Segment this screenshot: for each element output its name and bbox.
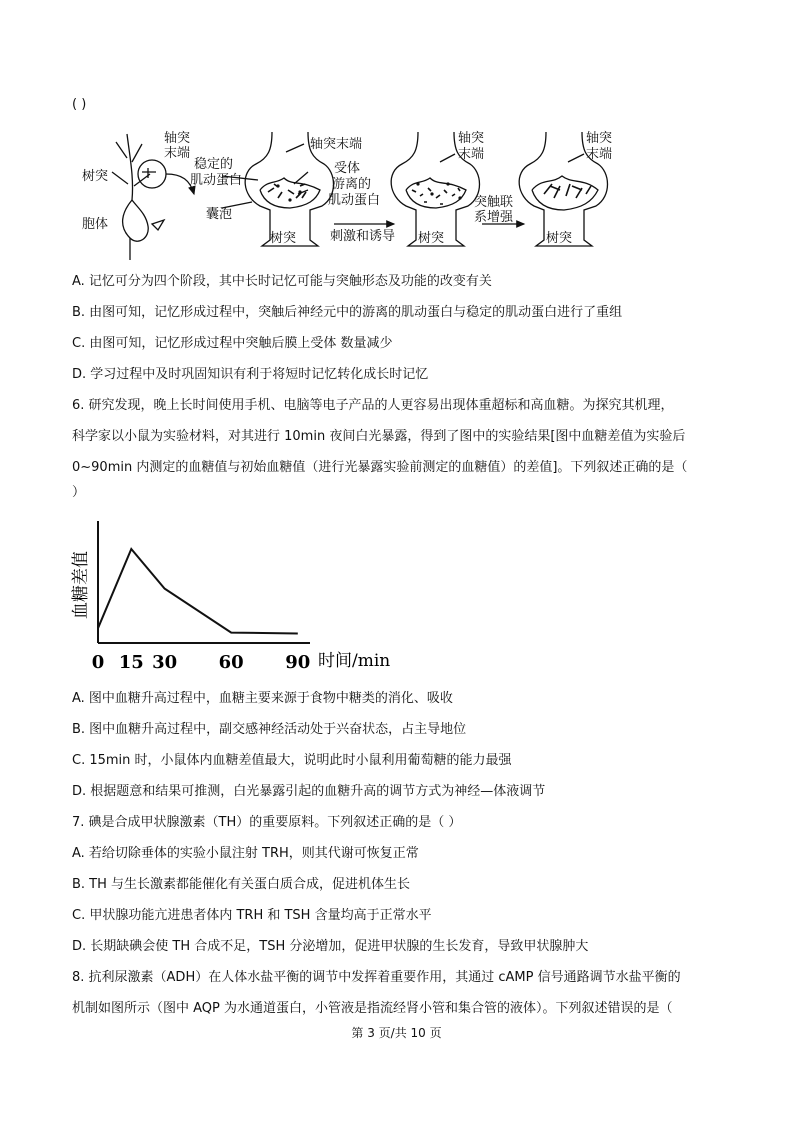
q7-option-c: C. 甲状腺功能亢进患者体内 TRH 和 TSH 含量均高于正常水平	[72, 908, 432, 923]
x-tick-label: 30	[152, 652, 178, 673]
x-axis-label: 时间/min	[318, 651, 391, 671]
q5-option-c: C. 由图可知，记忆形成过程中突触后膜上受体 数量减少	[72, 336, 393, 351]
label-vesicle: 囊泡	[206, 207, 233, 222]
label-axon-end: 末端	[164, 146, 191, 161]
q5-option-d: D. 学习过程中及时巩固知识有利于将短时记忆转化成长时记忆	[72, 367, 429, 382]
label-stable: 稳定的	[194, 157, 234, 172]
blood-glucose-chart	[71, 515, 396, 675]
q5-option-a: A. 记忆可分为四个阶段，其中长时记忆可能与突触形态及功能的改变有关	[72, 274, 492, 289]
q6-option-d: D. 根据题意和结果可推测，白光暴露引起的血糖升高的调节方式为神经—体液调节	[72, 784, 546, 799]
label-dendrite-1: 树突	[270, 231, 297, 246]
synapse-figure	[72, 128, 632, 263]
label-dendrite-3: 树突	[546, 231, 573, 246]
q6-line-3: 0~90min 内测定的血糖值与初始血糖值（进行光暴露实验前测定的血糖值）的差值]。下列叙述正确的是（	[72, 460, 688, 475]
x-tick-label: 15	[118, 652, 144, 673]
label-soma: 胞体	[82, 217, 109, 232]
y-axis-label: 血糖差值	[71, 551, 91, 619]
q7-option-d: D. 长期缺碘会使 TH 合成不足，TSH 分泌增加，促进甲状腺的生长发育，导致甲状腺肿大	[72, 939, 589, 954]
q8-line-2: 机制如图所示（图中 AQP 为水通道蛋白，小管液是指流经肾小管和集合管的液体）。下列叙述错误的是（	[72, 1001, 673, 1016]
q6-option-b: B. 图中血糖升高过程中，副交感神经活动处于兴奋状态，占主导地位	[72, 722, 467, 737]
label-synapse-link: 突触联	[474, 195, 514, 210]
q7-option-b: B. TH 与生长激素都能催化有关蛋白质合成，促进机体生长	[72, 877, 411, 892]
label-dendrite-2: 树突	[418, 231, 445, 246]
label-free-actin: 肌动蛋白	[328, 193, 381, 208]
label-stimulus: 刺激和诱导	[330, 229, 396, 244]
q7-stem: 7. 碘是合成甲状腺激素（TH）的重要原料。下列叙述正确的是（ ）	[72, 815, 462, 830]
label-synapse-enhanced: 系增强	[474, 210, 514, 225]
label-dendrite-left: 树突	[82, 169, 109, 184]
q6-line-4: ）	[72, 485, 86, 500]
q6-option-a: A. 图中血糖升高过程中，血糖主要来源于食物中糖类的消化、吸收	[72, 691, 453, 706]
q6-option-c: C. 15min 时，小鼠体内血糖差值最大，说明此时小鼠利用葡萄糖的能力最强	[72, 753, 512, 768]
q7-option-a: A. 若给切除垂体的实验小鼠注射 TRH，则其代谢可恢复正常	[72, 846, 419, 861]
x-tick-label: 0	[91, 652, 105, 673]
question5-options	[72, 266, 722, 508]
label-axon-4-end: 末端	[586, 147, 613, 162]
label-axon-4: 轴突	[586, 131, 613, 146]
series-line	[98, 549, 298, 634]
q6-line-1: 6. 研究发现，晚上长时间使用手机、电脑等电子产品的人更容易出现体重超标和高血糖。为探究其机理，	[72, 398, 674, 413]
question6-options	[72, 683, 722, 1024]
q6-line-2: 科学家以小鼠为实验材料，对其进行 10min 夜间白光暴露，得到了图中的实验结果[图中血糖差值为实验后	[72, 429, 686, 444]
label-free: 游离的	[332, 177, 372, 192]
q8-line-1: 8. 抗利尿激素（ADH）在人体水盐平衡的调节中发挥着重要作用，其通过 cAMP 信号通路调节水盐平衡的	[72, 970, 681, 985]
label-axon-3-end: 末端	[458, 147, 485, 162]
x-tick-label: 90	[285, 652, 311, 673]
label-axon: 轴突	[164, 131, 191, 146]
label-axon-3: 轴突	[458, 131, 485, 146]
q5-option-b: B. 由图可知，记忆形成过程中，突触后神经元中的游离的肌动蛋白与稳定的肌动蛋白进行了重组	[72, 305, 623, 320]
label-stable-actin: 肌动蛋白	[190, 173, 243, 188]
label-axon-terminal: 轴突末端	[310, 137, 363, 152]
page-footer: 第 3 页/共 10 页	[351, 1026, 442, 1040]
question5-paren: ( )	[72, 97, 87, 112]
label-receptor: 受体	[334, 161, 361, 176]
x-tick-label: 60	[218, 652, 244, 673]
